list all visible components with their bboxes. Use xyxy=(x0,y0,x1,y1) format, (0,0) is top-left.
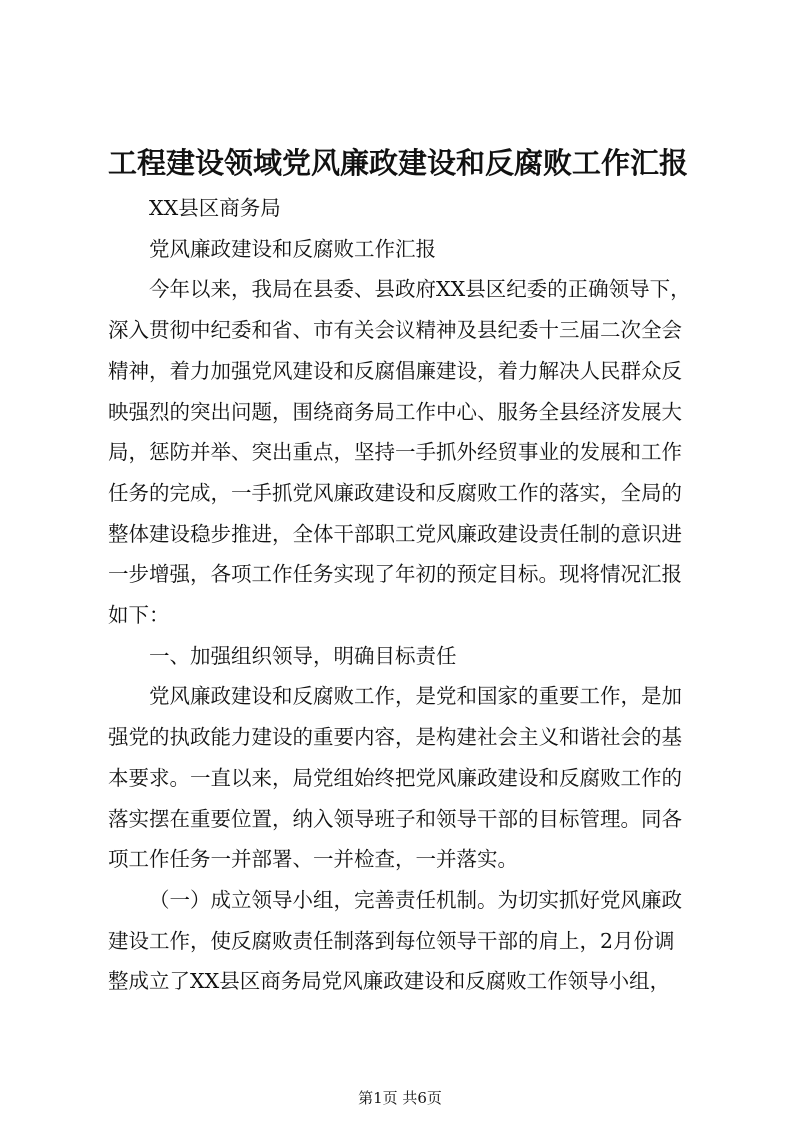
document-title: 工程建设领域党风廉政建设和反腐败工作汇报 xyxy=(108,146,689,180)
page-footer: 第1页 共6页 xyxy=(358,1089,442,1107)
text-line: 如下： xyxy=(108,603,170,628)
text-line: 党风廉政建设和反腐败工作汇报 xyxy=(149,236,436,261)
text-line: 一、加强组织领导，明确目标责任 xyxy=(149,643,457,668)
text-line: 项工作任务一并部署、一并检查，一并落实。 xyxy=(108,847,518,872)
text-line: 整成立了XX县区商务局党风廉政建设和反腐败工作领导小组， xyxy=(108,969,671,994)
text-line: XX县区商务局 xyxy=(149,196,281,220)
text-line: 本要求。一直以来，局党组始终把党风廉政建设和反腐败工作的 xyxy=(108,765,682,790)
document-body xyxy=(108,188,708,1002)
text-line: 建设工作，使反腐败责任制落到每位领导干部的肩上，2月份调 xyxy=(108,928,675,953)
text-line: 局，惩防并举、突出重点，坚持一手抓外经贸事业的发展和工作 xyxy=(108,440,682,465)
text-line: 整体建设稳步推进，全体干部职工党风廉政建设责任制的意识进 xyxy=(108,521,682,546)
text-line: 落实摆在重要位置，纳入领导班子和领导干部的目标管理。同各 xyxy=(108,806,682,831)
text-line: 映强烈的突出问题，围绕商务局工作中心、服务全县经济发展大 xyxy=(108,399,682,424)
text-line: 党风廉政建设和反腐败工作，是党和国家的重要工作，是加 xyxy=(149,684,682,709)
text-line: 今年以来，我局在县委、县政府XX县区纪委的正确领导下， xyxy=(149,277,691,302)
text-line: 一步增强，各项工作任务实现了年初的预定目标。现将情况汇报 xyxy=(108,562,682,587)
body-text xyxy=(108,188,708,1002)
text-line: 深入贯彻中纪委和省、市有关会议精神及县纪委十三届二次全会 xyxy=(108,318,682,343)
text-line: 强党的执政能力建设的重要内容，是构建社会主义和谐社会的基 xyxy=(108,725,682,750)
text-line: 任务的完成，一手抓党风廉政建设和反腐败工作的落实，全局的 xyxy=(108,480,682,505)
text-line: 精神，着力加强党风建设和反腐倡廉建设，着力解决人民群众反 xyxy=(108,358,682,383)
text-line: （一）成立领导小组，完善责任机制。为切实抓好党风廉政 xyxy=(149,887,682,912)
